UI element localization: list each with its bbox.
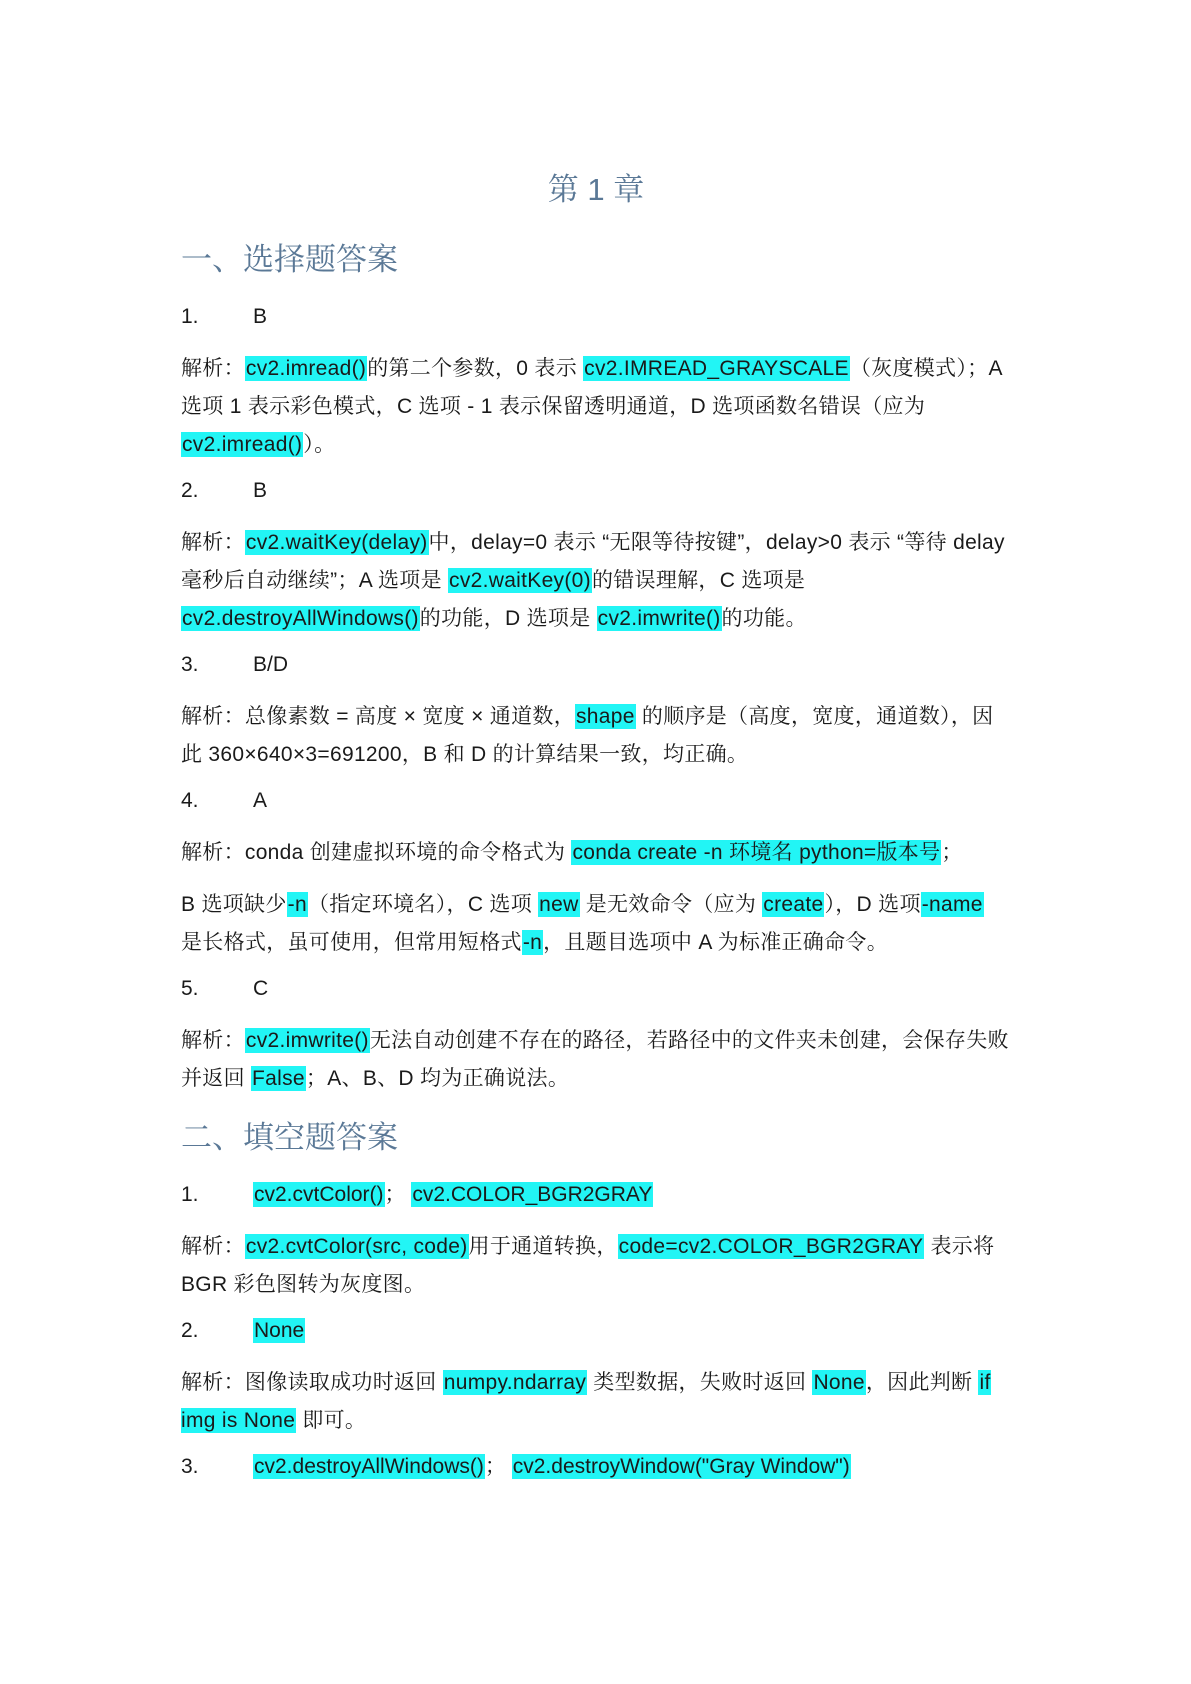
- item-explanation: [181, 524, 1011, 638]
- item-explanation: [181, 1364, 1011, 1440]
- text-run: 解析：图像读取成功时返回: [181, 1371, 443, 1394]
- text-run: ）。: [303, 433, 336, 456]
- text-run: 解析：总像素数 = 高度 × 宽度 × 通道数，: [181, 705, 575, 728]
- text-run: C: [253, 977, 269, 1000]
- answer-item: [181, 976, 1011, 1002]
- text-run: B: [253, 305, 268, 328]
- text-run: 解析：: [181, 1235, 245, 1258]
- text-run: ；: [941, 841, 963, 864]
- code-highlight: conda create -n 环境名 python=版本号: [572, 841, 941, 864]
- code-highlight: cv2.destroyAllWindows(): [254, 1455, 484, 1478]
- item-number: 2.: [181, 479, 199, 502]
- text-run: 的顺序是（高度，宽度，通道数），因此 360×640×3=691200，B 和 D 的计算结果一致，均正确。: [181, 705, 994, 766]
- item-explanation: [181, 886, 1011, 962]
- text-run: 的功能，D 选项是: [419, 607, 597, 630]
- code-highlight: cv2.imread(): [245, 357, 367, 380]
- item-explanation: [181, 834, 1011, 872]
- item-answer: [253, 1454, 851, 1480]
- text-run: B 选项缺少: [181, 893, 287, 916]
- text-run: 的功能。: [721, 607, 807, 630]
- code-highlight: shape: [576, 705, 635, 728]
- item-answer: [253, 652, 288, 678]
- answer-item: [181, 478, 1011, 504]
- code-highlight: cv2.imwrite(): [597, 607, 721, 630]
- item-answer: [253, 788, 267, 814]
- code-highlight: cv2.destroyAllWindows(): [182, 607, 419, 630]
- text-run: 的第二个参数，0 表示: [367, 357, 584, 380]
- code-highlight: cv2.waitKey(0): [449, 569, 591, 592]
- code-highlight: new: [539, 893, 579, 916]
- text-run: （灰度模式）；A 选项 1 表示彩色模式，C 选项 - 1 表示保留透明通道，D 选项函数名错误（应为: [181, 357, 1002, 418]
- code-highlight: cv2.destroyWindow("Gray Window"): [512, 1455, 850, 1478]
- text-run: 无法自动创建不存在的路径，若路径中的文件夹未创建，会保存失败并返回: [181, 1029, 1009, 1090]
- item-answer: [253, 1318, 305, 1344]
- text-run: 是无效命令（应为: [579, 893, 763, 916]
- code-highlight: create: [763, 893, 824, 916]
- code-highlight: None: [254, 1319, 305, 1342]
- code-highlight: -name: [921, 893, 983, 916]
- item-number: 5.: [181, 977, 199, 1000]
- text-run: 解析：: [181, 357, 245, 380]
- document-content: [181, 238, 1011, 1480]
- item-number: 3.: [181, 1455, 199, 1478]
- code-highlight: cv2.imread(): [182, 433, 303, 456]
- text-run: ），D 选项: [824, 893, 921, 916]
- item-explanation: [181, 1022, 1011, 1098]
- text-run: 类型数据，失败时返回: [587, 1371, 813, 1394]
- item-answer: [253, 1182, 653, 1208]
- text-run: ，且题目选项中 A 为标准正确命令。: [543, 931, 889, 954]
- item-number: 1.: [181, 305, 199, 328]
- code-highlight: cv2.cvtColor(): [254, 1183, 384, 1206]
- code-highlight: code=cv2.COLOR_BGR2GRAY: [618, 1235, 924, 1258]
- section-title: 一、选择题答案: [181, 242, 398, 277]
- text-run: 解析：: [181, 1029, 245, 1052]
- answer-item: [181, 1182, 1011, 1208]
- chapter-title: 第 1 章: [547, 172, 645, 207]
- text-run: 解析：conda 创建虚拟环境的命令格式为: [181, 841, 572, 864]
- item-number: 3.: [181, 653, 199, 676]
- item-answer: [253, 478, 267, 504]
- code-highlight: cv2.cvtColor(src, code): [245, 1235, 468, 1258]
- code-highlight: cv2.imwrite(): [245, 1029, 369, 1052]
- section-title: 二、填空题答案: [181, 1120, 398, 1155]
- text-run: B: [253, 479, 268, 502]
- answer-item: [181, 788, 1011, 814]
- text-run: A: [253, 789, 268, 812]
- text-run: ；: [484, 1455, 512, 1478]
- item-number: 4.: [181, 789, 199, 812]
- text-run: （指定环境名），C 选项: [307, 893, 539, 916]
- code-highlight: False: [252, 1067, 305, 1090]
- answer-item: [181, 652, 1011, 678]
- code-highlight: numpy.ndarray: [443, 1371, 587, 1394]
- answer-item: [181, 304, 1011, 330]
- code-highlight: if img is None: [181, 1371, 991, 1432]
- text-run: ；: [384, 1183, 412, 1206]
- text-run: 即可。: [296, 1409, 367, 1432]
- answer-item: [181, 1318, 1011, 1344]
- item-explanation: [181, 698, 1011, 774]
- text-run: B/D: [253, 653, 289, 676]
- code-highlight: -n: [522, 931, 543, 954]
- item-number: 2.: [181, 1319, 199, 1342]
- text-run: 表示将 BGR 彩色图转为灰度图。: [181, 1235, 995, 1296]
- item-explanation: [181, 350, 1011, 464]
- text-run: ；A、B、D 均为正确说法。: [305, 1067, 570, 1090]
- text-run: ，因此判断: [865, 1371, 979, 1394]
- code-highlight: cv2.COLOR_BGR2GRAY: [412, 1183, 653, 1206]
- code-highlight: -n: [287, 893, 307, 916]
- text-run: 解析：: [181, 531, 245, 554]
- code-highlight: cv2.waitKey(delay): [245, 531, 428, 554]
- text-run: 用于通道转换，: [468, 1235, 618, 1258]
- item-number: 1.: [181, 1183, 199, 1206]
- answer-item: [181, 1454, 1011, 1480]
- text-run: 是长格式，虽可使用，但常用短格式: [181, 931, 522, 954]
- text-run: 的错误理解，C 选项是: [591, 569, 806, 592]
- item-answer: [253, 976, 268, 1002]
- text-run: 中，delay=0 表示 “无限等待按键”，delay>0 表示 “等待 delay 毫秒后自动继续”；A 选项是: [181, 531, 1005, 592]
- code-highlight: cv2.IMREAD_GRAYSCALE: [584, 357, 849, 380]
- code-highlight: None: [813, 1371, 865, 1394]
- item-explanation: [181, 1228, 1011, 1304]
- item-answer: [253, 304, 267, 330]
